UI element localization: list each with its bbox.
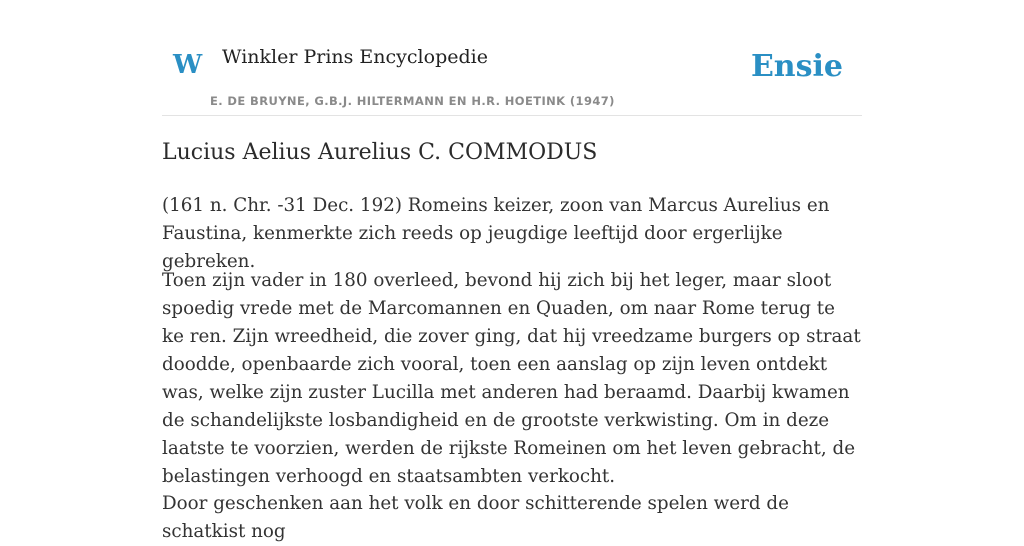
encyclopedia-title[interactable]: Winkler Prins Encyclopedie	[222, 46, 488, 68]
ensie-logo[interactable]: Ensie	[750, 49, 843, 84]
authors-line: E. DE BRUYNE, G.B.J. HILTERMANN EN H.R. HOETINK (1947)	[210, 94, 615, 108]
article-title: Lucius Aelius Aurelius C. COMMODUS	[162, 140, 598, 165]
header	[162, 0, 862, 116]
content-column	[162, 0, 862, 542]
article-paragraph: Door geschenken aan het volk en door schitterende spelen werd de schatkist nog	[162, 493, 789, 542]
article-paragraph: Toen zijn vader in 180 overleed, bevond hij zich bij het leger, maar sloot spoedig vrede met de Marcomannen en Quaden, om naar Rome terug te ke ren. Zijn wreedheid, die zover ging, dat hij vreedzame burgers op straat doodde, openbaarde zich vooral, toen een aanslag op zijn leven ontdekt was, welke zijn zuster Lucilla met anderen had beraamd. Daarbij kwamen de schandelijkste losbandigheid en de grootste verkwisting. Om in deze laatste te voorzien, werden de rijkste Romeinen om het leven gebracht, de belastingen verhoogd en staatsambten verkocht.	[162, 270, 861, 487]
article-paragraph: (161 n. Chr. -31 Dec. 192) Romeins keizer, zoon van Marcus Aurelius en Faustina, kenmerkte zich reeds op jeugdige leeftijd door ergerlijke gebreken.	[162, 195, 830, 272]
winkler-prins-logo[interactable]: W	[173, 50, 203, 80]
